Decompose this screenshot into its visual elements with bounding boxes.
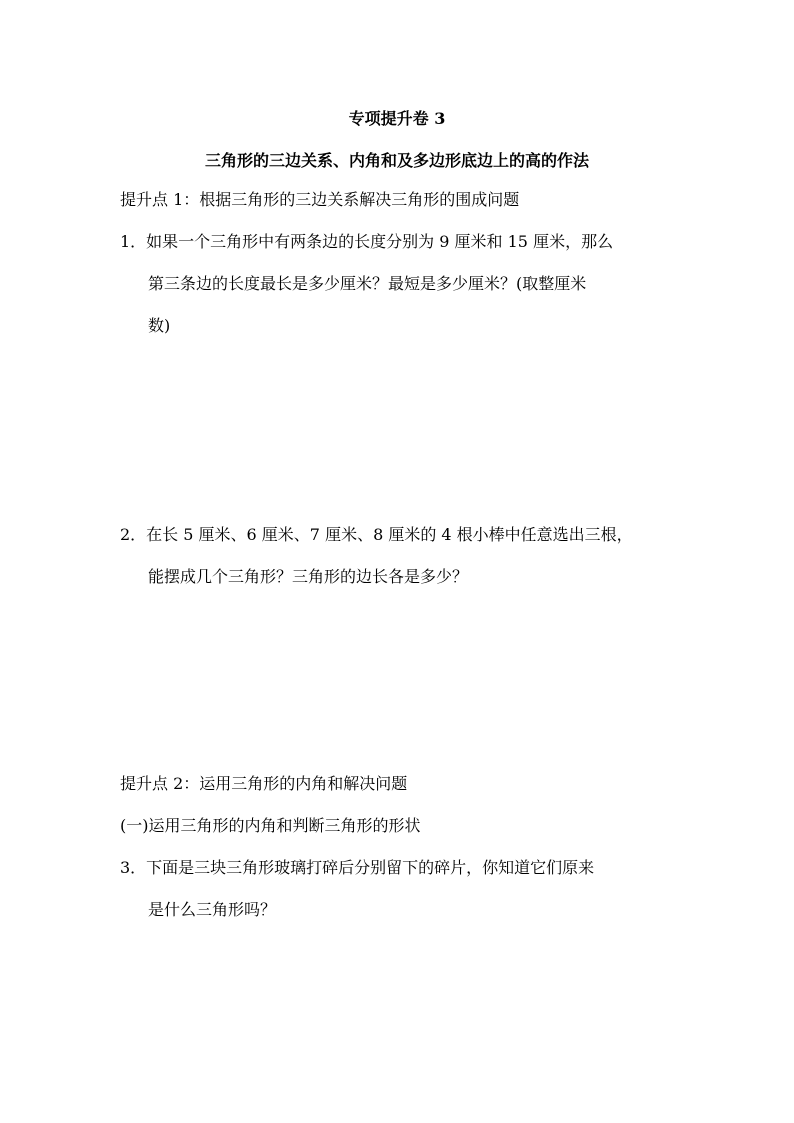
question-3-line-1: 3．下面是三块三角形玻璃打碎后分别留下的碎片，你知道它们原来: [120, 858, 595, 877]
question-2-line-2: 能摆成几个三角形？三角形的边长各是多少？: [148, 567, 469, 586]
question-1-line-1: 1．如果一个三角形中有两条边的长度分别为 9 厘米和 15 厘米，那么: [120, 232, 614, 251]
question-3-line-2: 是什么三角形吗？: [148, 900, 277, 919]
question-1-line-3: 数): [148, 316, 171, 335]
section-heading-2: 提升点 2：运用三角形的内角和解决问题: [120, 774, 408, 793]
question-1-line-2: 第三条边的长度最长是多少厘米？最短是多少厘米？(取整厘米: [148, 274, 587, 293]
section-subheading-2: (一)运用三角形的内角和判断三角形的形状: [120, 816, 421, 835]
question-2-line-1: 2．在长 5 厘米、6 厘米、7 厘米、8 厘米的 4 根小棒中任意选出三根，: [120, 525, 633, 544]
page-title: 专项提升卷 3: [348, 109, 446, 128]
page-subtitle: 三角形的三边关系、内角和及多边形底边上的高的作法: [204, 151, 589, 170]
section-heading-1: 提升点 1：根据三角形的三边关系解决三角形的围成问题: [120, 190, 520, 209]
